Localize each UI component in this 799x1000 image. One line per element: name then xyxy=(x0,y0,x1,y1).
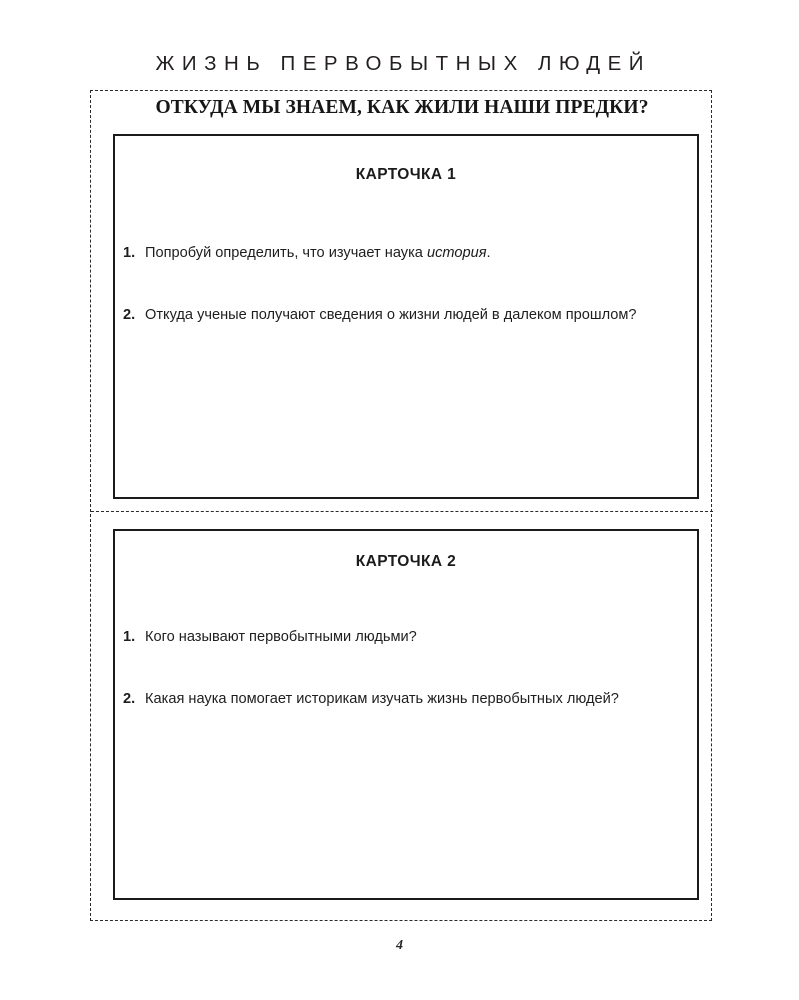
question-text xyxy=(145,307,637,323)
question-text-before: Кого называют первобытными людьми? xyxy=(145,629,417,645)
question-text-before: Откуда ученые получают сведения о жизни людей в далеком прошлом? xyxy=(145,307,637,323)
question-number: 1. xyxy=(123,245,136,261)
question-item xyxy=(123,626,686,648)
question-item xyxy=(123,304,686,326)
card-cell-divider xyxy=(91,511,713,512)
question-emphasis: история xyxy=(426,245,487,261)
question-item xyxy=(123,688,686,710)
page-title: ЖИЗНЬ ПЕРВОБЫТНЫХ ЛЮДЕЙ xyxy=(155,52,651,75)
question-item xyxy=(123,242,686,264)
dashed-content-frame xyxy=(90,90,712,921)
card-1 xyxy=(113,134,699,499)
page-number: 4 xyxy=(396,938,403,953)
question-text-before: Какая наука помогает историкам изучать жизнь первобытных людей? xyxy=(145,691,619,707)
card-2-questions xyxy=(115,626,697,710)
question-text xyxy=(145,629,417,645)
question-text-before: Попробуй определить, что изучает наука xyxy=(145,245,427,261)
question-number: 2. xyxy=(123,691,136,707)
question-text xyxy=(145,691,619,707)
question-number: 2. xyxy=(123,307,136,323)
section-title: ОТКУДА МЫ ЗНАЕМ, КАК ЖИЛИ НАШИ ПРЕДКИ? xyxy=(155,97,649,118)
question-number: 1. xyxy=(123,629,136,645)
question-text-after: . xyxy=(486,245,491,261)
card-2-title: КАРТОЧКА 2 xyxy=(355,553,457,570)
card-2 xyxy=(113,529,699,900)
question-text xyxy=(145,245,491,261)
card-1-questions xyxy=(115,242,697,326)
card-1-title: КАРТОЧКА 1 xyxy=(355,166,457,183)
